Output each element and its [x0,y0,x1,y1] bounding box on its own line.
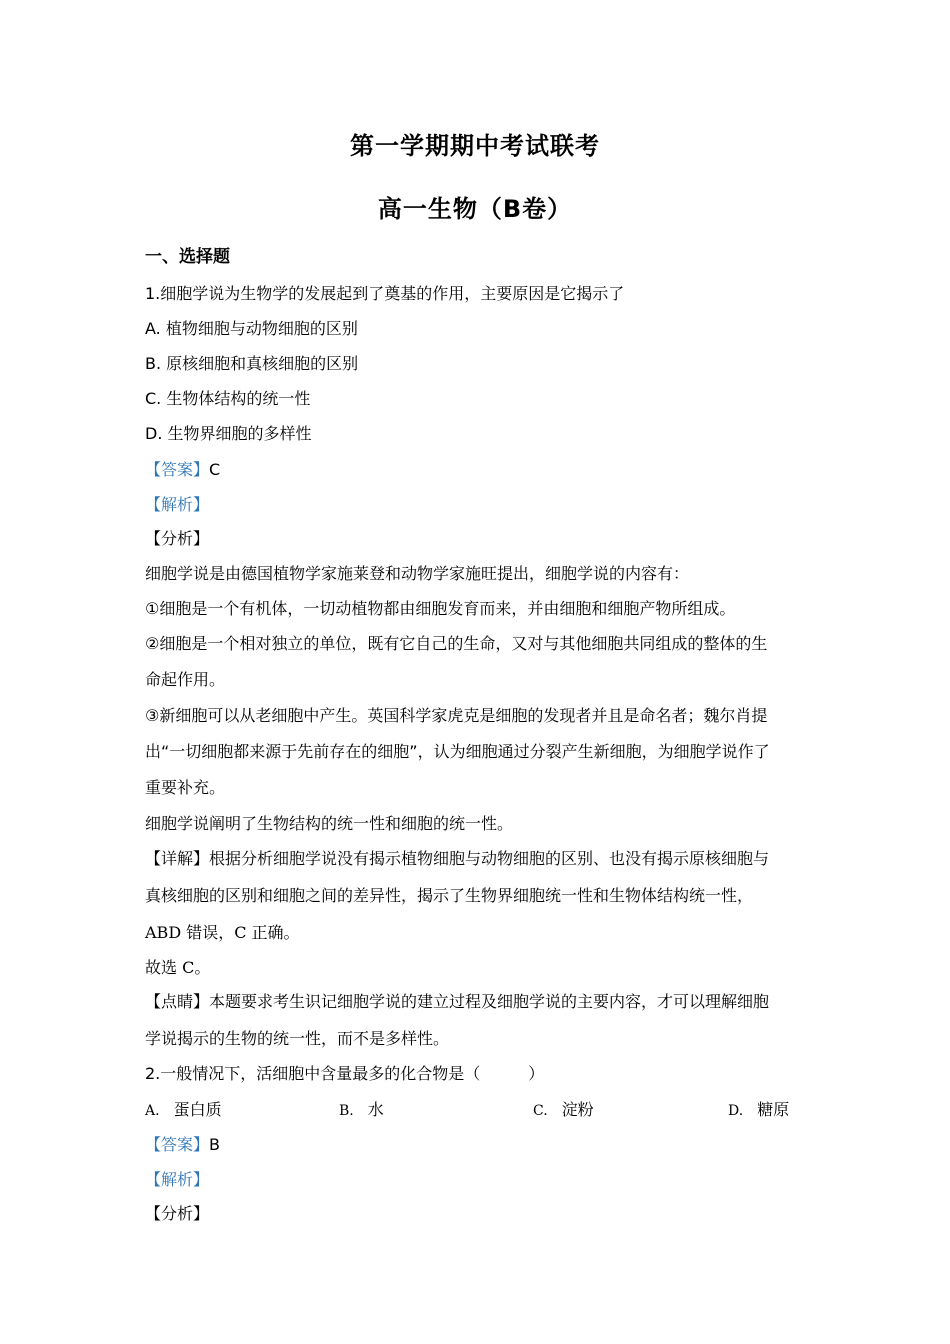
answer-tag: 【答案】 [145,1135,210,1154]
option-text: 糖原 [757,1100,790,1119]
q2-option-d [728,1099,789,1122]
q1-analysis-line: 细胞学说阐明了生物结构的统一性和细胞的统一性。 [145,814,514,833]
q1-option-b: B. 原核细胞和真核细胞的区别 [145,354,359,373]
q1-analysis-line: 细胞学说是由德国植物学家施莱登和动物学家施旺提出，细胞学说的内容有： [145,564,690,583]
section-heading: 一、选择题 [145,247,230,267]
q1-detail-line: ABD 错误，C 正确。 [145,923,300,942]
q1-fenxi-tag: 【分析】 [145,529,210,548]
option-text: 蛋白质 [173,1100,222,1119]
q2-answer: B [209,1135,220,1154]
q2-fenxi-tag: 【分析】 [145,1204,210,1223]
q1-analysis-line: ③新细胞可以从老细胞中产生。英国科学家虎克是细胞的发现者并且是命名者；魏尔肖提 [145,706,768,725]
q1-detail-line: 故选 C。 [145,958,211,977]
q1-answer: C [209,460,221,479]
answer-tag: 【答案】 [145,460,210,479]
q1-jiexi-tag: 【解析】 [145,495,210,514]
option-text: 淀粉 [561,1100,594,1119]
q1-option-d: D. 生物界细胞的多样性 [145,424,312,443]
q1-option-c: C. 生物体结构的统一性 [145,389,311,408]
q1-answer-row [145,459,805,481]
q2-option-a [145,1099,222,1122]
q2-stem: 2.一般情况下，活细胞中含量最多的化合物是（ ） [145,1064,545,1083]
option-letter: B. [339,1103,354,1119]
q2-option-b [339,1099,384,1122]
document-subtitle: 高一生物（B卷） [377,195,573,223]
q1-analysis-line: ②细胞是一个相对独立的单位，既有它自己的生命，又对与其他细胞共同组成的整体的生 [145,634,768,653]
q1-option-a: A. 植物细胞与动物细胞的区别 [145,319,358,338]
q1-analysis-line: ①细胞是一个有机体，一切动植物都由细胞发育而来，并由细胞和细胞产物所组成。 [145,599,736,618]
q1-stem: 1.细胞学说为生物学的发展起到了奠基的作用，主要原因是它揭示了 [145,284,625,303]
q2-answer-row [145,1134,805,1156]
option-letter: D. [728,1103,744,1119]
option-text: 水 [367,1100,384,1119]
q1-detail-line: 真核细胞的区别和细胞之间的差异性，揭示了生物界细胞统一性和生物体结构统一性， [145,886,754,905]
q1-analysis-line: 命起作用。 [145,670,226,689]
option-letter: A. [145,1103,160,1119]
q2-option-c [533,1099,594,1122]
q1-detail-line: 【详解】根据分析细胞学说没有揭示植物细胞与动物细胞的区别、也没有揭示原核细胞与 [145,849,770,868]
q1-analysis-line: 出“一切细胞都来源于先前存在的细胞”，认为细胞通过分裂产生新细胞，为细胞学说作了 [145,742,770,761]
option-letter: C. [533,1103,548,1119]
q1-dianjing-line: 学说揭示的生物的统一性，而不是多样性。 [145,1029,450,1048]
q1-analysis-line: 重要补充。 [145,778,226,797]
q1-dianjing-line: 【点睛】本题要求考生识记细胞学说的建立过程及细胞学说的主要内容，才可以理解细胞 [145,992,770,1011]
document-title: 第一学期期中考试联考 [350,132,600,160]
q2-jiexi-tag: 【解析】 [145,1170,210,1189]
